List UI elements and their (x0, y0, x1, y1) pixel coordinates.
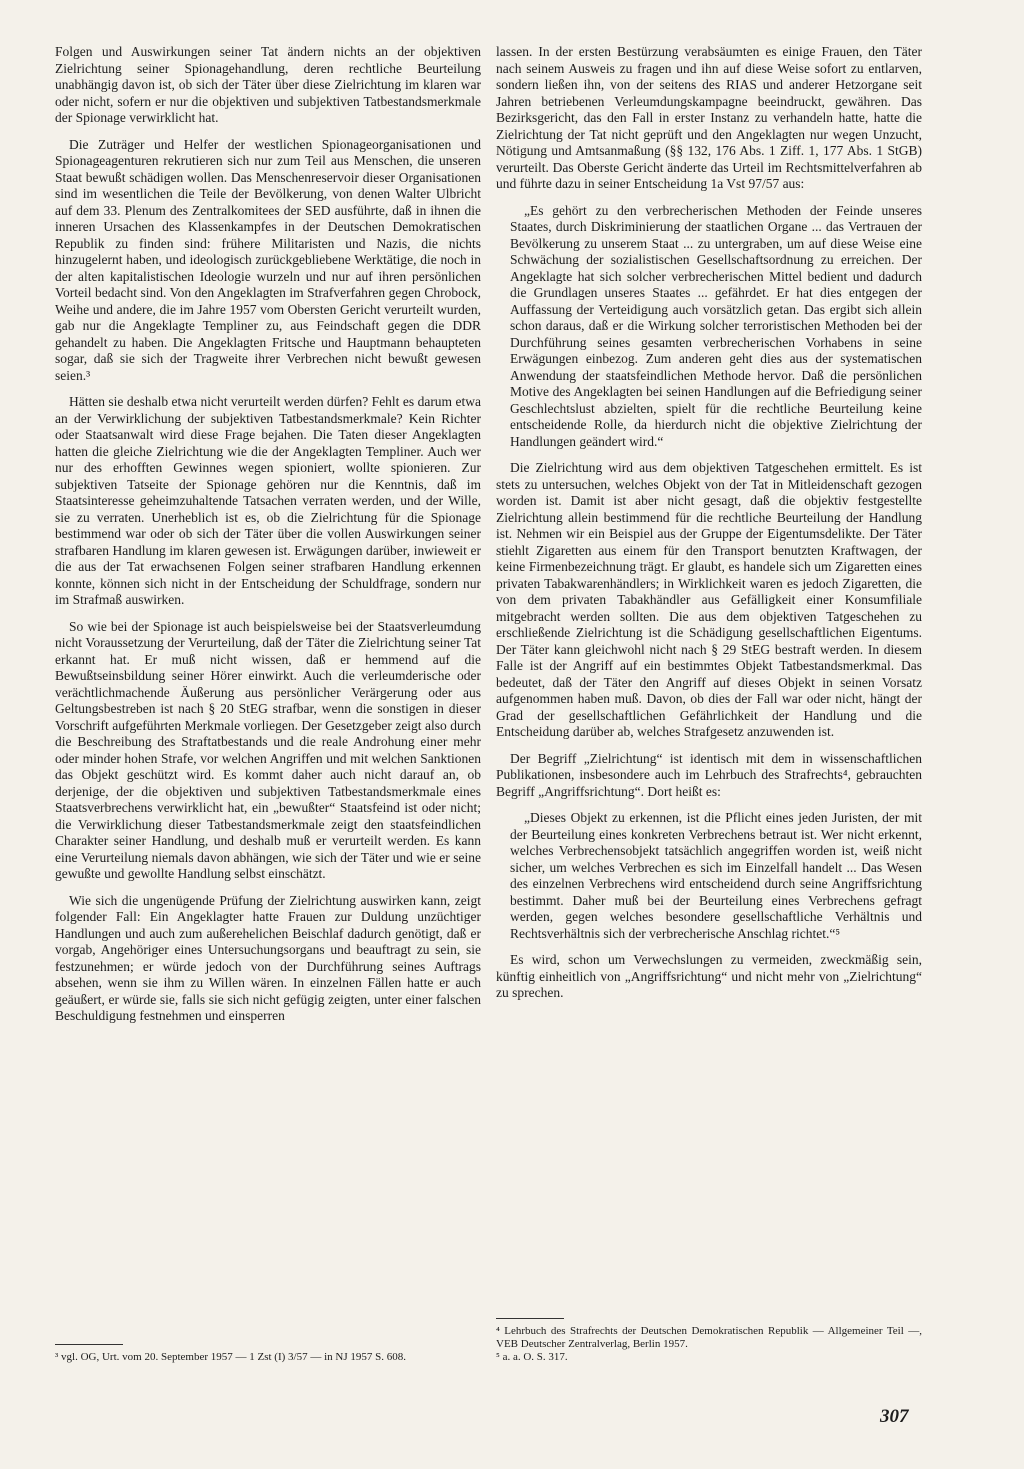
paragraph: Wie sich die ungenügende Prüfung der Zielrichtung auswirken kann, zeigt folgender Fall: Ein Angeklagter hatte Frauen zur Duldung unzüchtiger Handlungen und auch zum außerehelichen Beischlaf dadurch genötigt, daß er vorgab, Angehöriger eines Untersuchungsorgans und beauftragt zu sein, sie festzunehmen; er würde jedoch von der Durchführung seines Auftrags absehen, wenn sie ihm zu Willen wären. In einzelnen Fällen hatte er auch geäußert, er würde sie, falls sie sich nicht gefügig zeigten, unter einer falschen Beschuldigung festnehmen und einsperren (55, 892, 481, 1023)
block-quote: „Dieses Objekt zu erkennen, ist die Pflicht eines jeden Juristen, der mit der Beurteilung eines konkreten Verbrechens betraut ist. Wer nicht erkennt, welches Verbrechensobjekt tatsächlich angegriffen worden ist, weiß nicht sicher, um welches Verbrechen es sich im Einzelfall handelt ... Das Wesen des einzelnen Verbrechens wird entscheidend durch seine Angriffsrichtung bestimmt. Daher muß bei der Beurteilung eines Verbrechens gefragt werden, gegen welches besondere gesellschaftliche Verhältnis und Rechtsverhältnis sich der verbrecherische Anschlag richtet.“⁵ (510, 810, 922, 941)
paragraph: lassen. In der ersten Bestürzung verabsäumten es einige Frauen, den Täter nach seinem Ausweis zu fragen und ihn auf diese Weise sofort zu entlarven, sondern ließen ihn, von der seitens des RIAS und anderer Hetzorgane seit Jahren betriebenen Verleumdungskampagne beeindruckt, gewähren. Das Bezirksgericht, das den Fall in erster Instanz zu verhandeln hatte, hatte die Zielrichtung der Tat nicht geprüft und den Angeklagten nur wegen Unzucht, Nötigung und Amtsanmaßung (§§ 132, 176 Abs. 1 Ziff. 1, 177 Abs. 1 StGB) verurteilt. Das Oberste Gericht änderte das Urteil im Rechtsmittelverfahren ab und führte dazu in seiner Entscheidung 1a Vst 97/57 aus: (496, 44, 922, 191)
left-column (55, 44, 481, 1035)
footnote: ⁵ a. a. O. S. 317. (496, 1351, 568, 1363)
footnotes-right (496, 1325, 922, 1364)
block-quote: „Es gehört zu den verbrecherischen Methoden der Feinde unseres Staates, durch Diskriminierung der staatlichen Organe ... das Vertrauen der Bevölkerung zu unserem Staat ... zu untergraben, um auf diese Weise eine Schwächung der sozialistischen Gesellschaftsordnung zu erreichen. Der Angeklagte hat sich solcher verbrecherischen Mittel bedient und dadurch die Grundlagen unseres Staates ... gefährdet. Er hat dies entgegen der Auffassung der Verteidigung auch vorsätzlich getan. Das ergibt sich allein schon daraus, daß er die Wirkung solcher terroristischen Methoden bei der Durchführung seines gesamten verbrecherischen Vorhabens in seine Erwägungen einbezog. Zum anderen geht dies aus der systematischen Anwendung der staatsfeindlichen Methode hervor. Daß die persönlichen Motive des Angeklagten bei seinen Handlungen auf die Befriedigung seiner Geschlechtslust abzielten, spielt für die rechtliche Beurteilung keine entscheidende Rolle, da hierdurch nicht die objektive Zielrichtung der Handlungen geändert wird.“ (510, 202, 922, 449)
paragraph: Die Zuträger und Helfer der westlichen Spionageorganisationen und Spionageagenturen rekrutieren sich nur zum Teil aus Menschen, die unseren Staat bewußt schädigen wollen. Das Menschenreservoir dieser Organisationen sind im wesentlichen die Teile der Bevölkerung, von denen Walter Ulbricht auf dem 33. Plenum des Zentralkomitees der SED ausführte, daß in ihnen die inneren Ursachen des Klassenkampfes in der Deutschen Demokratischen Republik zu finden sind: frühere Militaristen und Nazis, die nichts hinzugelernt haben, und ideologisch zurückgebliebene Werktätige, die noch in der alten kapitalistischen Ideologie wurzeln und nur auf ihren persönlichen Vorteil bedacht sind. Von den Angeklagten im Strafverfahren gegen Chrobock, Weihe und andere, die im Jahre 1957 vom Obersten Gericht verurteilt wurden, gab nur die Angeklagte Templiner zu, aus Feindschaft gegen die DDR gehandelt zu haben. Die Angeklagten Fritsche und Hauptmann behaupteten sogar, daß sie sich der Tragweite ihrer Verbrechen nicht bewußt gewesen seien.³ (55, 136, 481, 383)
footnote: ³ vgl. OG, Urt. vom 20. September 1957 — 1 Zst (I) 3/57 — in NJ 1957 S. 608. (55, 1351, 407, 1363)
page-number: 307 (880, 1406, 909, 1427)
paragraph: Folgen und Auswirkungen seiner Tat ändern nichts an der objektiven Zielrichtung seiner Spionagehandlung, deren rechtliche Beurteilung unabhängig davon ist, ob sich der Täter über diese Zielrichtung im klaren war oder nicht, sofern er nur die objektiven und subjektiven Tatbestandsmerkmale der Spionage verwirklicht hat. (55, 44, 481, 125)
footnote: ⁴ Lehrbuch des Strafrechts der Deutschen Demokratischen Republik — Allgemeiner Teil —, VEB Deutscher Zentralverlag, Berlin 1957. (496, 1325, 922, 1350)
paragraph: Hätten sie deshalb etwa nicht verurteilt werden dürfen? Fehlt es darum etwa an der Verwirklichung der subjektiven Tatbestandsmerkmale? Kein Richter oder Staatsanwalt wird diese Frage bejahen. Die Taten dieser Angeklagten hatten die gleiche Zielrichtung wie die der Angeklagten Templiner. Auch wer nur des erhofften Gewinnes wegen spioniert, wollte spionieren. Zur subjektiven Tatseite der Spionage gehören nur die Kenntnis, daß im Staatsinteresse geheimzuhaltende Tatsachen verraten werden, und der Wille, sie zu verraten. Unerheblich ist es, ob die Zielrichtung für die Spionage bestimmend war oder ob sich der Täter über die vollen Auswirkungen seiner strafbaren Handlung im klaren gewesen ist. Erwägungen darüber, inwieweit er die aus der Tat erwachsenen Folgen seiner strafbaren Handlung erkennen konnte, können sich nicht in der Entscheidung der Schuldfrage, sondern nur im Strafmaß auswirken. (55, 394, 481, 607)
paragraph: So wie bei der Spionage ist auch beispielsweise bei der Staatsverleumdung nicht Voraussetzung der Verurteilung, daß der Täter die Zielrichtung seiner Tat erkannt hat. Er muß nicht wissen, daß er hemmend auf die Bewußtseinsbildung seiner Hörer einwirkt. Auch die verleumderische oder verächtlichmachende Äußerung aus persönlicher Verärgerung oder aus Geltungsbestreben ist nach § 20 StEG strafbar, wenn die sonstigen in dieser Vorschrift aufgeführten Merkmale vorliegen. Der Gesetzgeber zeigt also durch die Beschreibung des Straftatbestands und die reale Androhung einer mehr oder minder hohen Strafe, vor welchen Angriffen und mit welchen Sanktionen das Objekt geschützt wird. Es kommt daher auch nicht darauf an, ob derjenige, der die objektiven und subjektiven Tatbestandsmerkmale eines Staatsverbrechens verwirklicht hat, ein „bewußter“ Staatsfeind ist oder nicht; die Verwirklichung dieser Tatbestandsmerkmale zeigt den staatsfeindlichen Charakter seiner Handlung, und deshalb muß er verurteilt werden. Es kann eine Verurteilung niemals davon abhängen, wie sich der Täter und wie er seine gewußte und gewollte Handlung selbst einschätzt. (55, 618, 481, 881)
footnote-rule-left (55, 1344, 123, 1345)
footnote-rule-right (496, 1318, 564, 1319)
footnotes-left (55, 1351, 481, 1364)
paragraph: Die Zielrichtung wird aus dem objektiven Tatgeschehen ermittelt. Es ist stets zu untersuchen, welches Objekt von der Tat in Mitleidenschaft gezogen worden ist. Damit ist aber nicht gesagt, daß die objektiv festgestellte Zielrichtung allein bestimmend für die rechtliche Beurteilung der Handlung ist. Nehmen wir ein Beispiel aus der Gruppe der Eigentumsdelikte. Der Täter stiehlt Zigaretten aus einem für den Transport benutzten Kraftwagen, der keine Firmenbezeichnung trägt. Er glaubt, es handele sich um Zigaretten eines privaten Tabakwarenhändlers; in Wirklichkeit waren es jedoch Zigaretten, die von dem privaten Tabakhändler aus Gefälligkeit einer Konsumfiliale mitgebracht werden sollten. Die aus dem objektiven Tatgeschehen zu erschließende Zielrichtung ist die Schädigung gesellschaftlichen Eigentums. Der Täter kann gleichwohl nicht nach § 29 StEG bestraft werden. In diesem Falle ist der Angriff auf ein bestimmtes Objekt Tatbestandsmerkmal. Das bedeutet, daß der Täter den Angriff auf dieses Objekt in seinen Vorsatz aufgenommen haben muß. Davon, ob dies der Fall war oder nicht, hängt der Grad der gesellschaftlichen Gefährlichkeit der Handlung und die Entscheidung darüber ab, welches Strafgesetz anzuwenden ist. (496, 460, 922, 739)
paragraph: Es wird, schon um Verwechslungen zu vermeiden, zweckmäßig sein, künftig einheitlich von „Angriffsrichtung“ und nicht mehr von „Zielrichtung“ zu sprechen. (496, 952, 922, 1000)
paragraph: Der Begriff „Zielrichtung“ ist identisch mit dem in wissenschaftlichen Publikationen, insbesondere auch im Lehrbuch des Strafrechts⁴, gebrauchten Begriff „Angriffsrichtung“. Dort heißt es: (496, 750, 922, 799)
right-column (496, 44, 922, 1012)
